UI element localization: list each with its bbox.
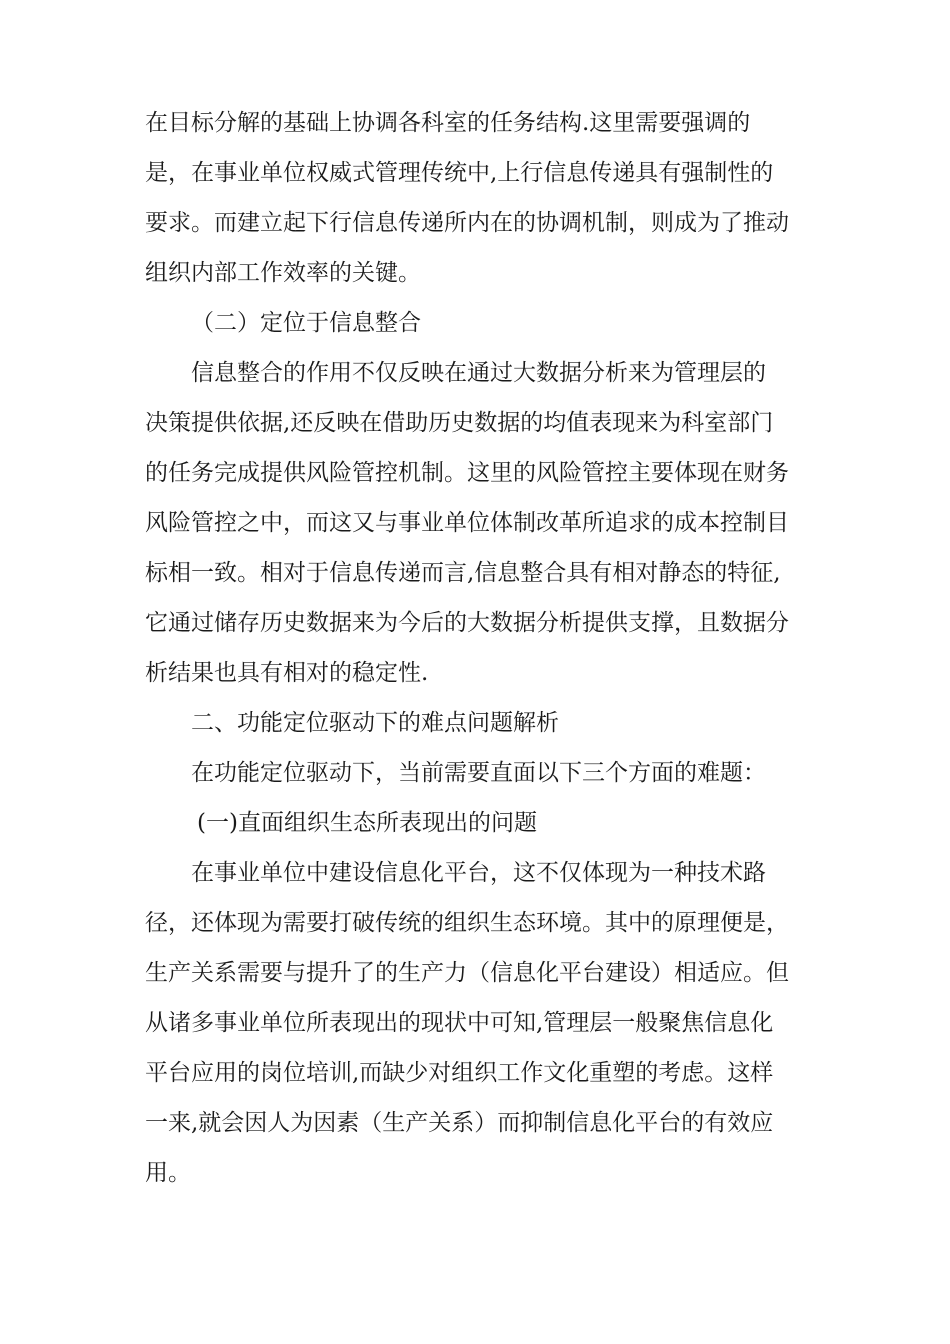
text-line: 在目标分解的基础上协调各科室的任务结构.这里需要强调的 <box>145 110 751 136</box>
text-line: 用。 <box>145 1160 191 1186</box>
text-line: 一来,就会因人为因素（生产关系）而抑制信息化平台的有效应 <box>145 1110 774 1136</box>
text-line: 在功能定位驱动下，当前需要直面以下三个方面的难题： <box>191 760 766 786</box>
text-line: 生产关系需要与提升了的生产力（信息化平台建设）相适应。但 <box>145 960 789 986</box>
text-line: 从诸多事业单位所表现出的现状中可知,管理层一般聚焦信息化 <box>145 1010 774 1036</box>
text-line: 径，还体现为需要打破传统的组织生态环境。其中的原理便是， <box>145 910 789 936</box>
text-line: 标相一致。相对于信息传递而言,信息整合具有相对静态的特征, <box>145 560 781 586</box>
body-text <box>145 98 815 1198</box>
text-line: 组织内部工作效率的关键。 <box>145 260 421 286</box>
text-line: 决策提供依据,还反映在借助历史数据的均值表现来为科室部门 <box>145 410 774 436</box>
text-line: 信息整合的作用不仅反映在通过大数据分析来为管理层的 <box>191 360 766 386</box>
text-line: 析结果也具有相对的稳定性. <box>145 660 429 686</box>
chapter-heading: 二、功能定位驱动下的难点问题解析 <box>191 710 559 736</box>
section-heading-2: （二）定位于信息整合 <box>191 310 421 336</box>
text-line: 的任务完成提供风险管控机制。这里的风险管控主要体现在财务 <box>145 460 789 486</box>
section-heading-1: (一)直面组织生态所表现出的问题 <box>197 810 537 836</box>
text-line: 要求。而建立起下行信息传递所内在的协调机制，则成为了推动 <box>145 210 789 236</box>
text-line: 它通过储存历史数据来为今后的大数据分析提供支撑，且数据分 <box>145 610 789 636</box>
text-line: 是，在事业单位权威式管理传统中,上行信息传递具有强制性的 <box>145 160 774 186</box>
text-line: 在事业单位中建设信息化平台，这不仅体现为一种技术路 <box>191 860 766 886</box>
text-line: 平台应用的岗位培训,而缺少对组织工作文化重塑的考虑。这样 <box>145 1060 774 1086</box>
text-line: 风险管控之中，而这又与事业单位体制改革所追求的成本控制目 <box>145 510 789 536</box>
